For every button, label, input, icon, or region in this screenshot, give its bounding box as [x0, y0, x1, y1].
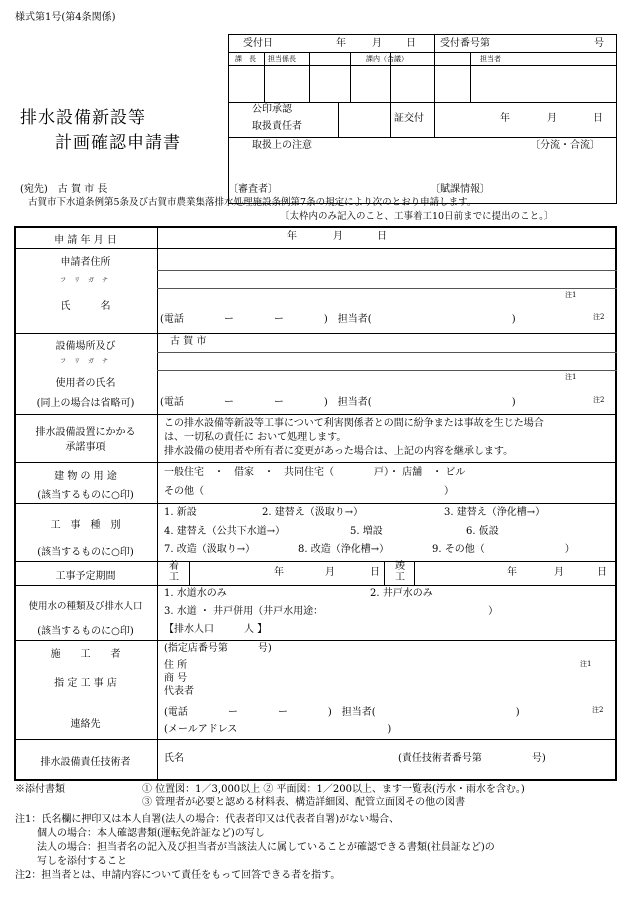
page-title-line1: 排水設備新設等 [20, 108, 146, 128]
received-day: 日 [406, 38, 416, 49]
chief-label: 課 長 [235, 55, 256, 63]
start-label: 着工 [169, 561, 179, 583]
consent-text-line1: この排水設備等新設等工事について利害関係者との間に紛争または事故を生じた場合 [164, 418, 544, 429]
finish-day: 日 [597, 567, 607, 578]
building-use-options[interactable]: 一般住宅 ・ 借家 ・ 共同住宅（ 戸）・ 店舗 ・ ビル [164, 467, 466, 478]
certificate-day: 日 [593, 113, 603, 124]
work-type-option[interactable]: 5. 増設 [350, 526, 383, 537]
notes-label: 取扱上の注意 [252, 140, 312, 151]
application-year: 年 [287, 231, 297, 242]
designated-number: (指定店番号第 号) [164, 643, 272, 654]
instruction-text: 〔太枠内のみ記入のこと、工事着工10日前までに提出のこと。〕 [280, 211, 554, 222]
building-use-label: 建 物 の 用 途 [54, 471, 117, 482]
received-number-suffix: 号 [594, 38, 604, 49]
engineer-number: (責任技術者番号第 号) [398, 753, 546, 764]
page-title-line2: 計画確認申請書 [55, 133, 181, 153]
consent-text-line3: 排水設備の使用者や所有者に変更があった場合は、上記の内容を継承します。 [164, 446, 514, 457]
same-as-above-note: (同上の場合は省略可) [36, 398, 135, 409]
application-month: 月 [333, 231, 343, 242]
contractor-address-label: 住 所 [164, 660, 188, 671]
contractor-note2-mark: 注2 [592, 706, 604, 714]
finish-month: 月 [554, 567, 564, 578]
applicant-name-label: 氏 名 [60, 301, 111, 312]
work-type-option[interactable]: 2. 建替え（汲取り→） [262, 507, 364, 518]
note2: 注2：担当者とは、申請内容について責任をもって回答できる者を指す。 [15, 870, 341, 881]
addressee: (宛先) 古 賀 市 長 [20, 184, 108, 195]
certificate-year: 年 [500, 113, 510, 124]
water-label: 使用水の種類及び排水人口 [28, 601, 143, 612]
person-in-charge-label: 担当者 [480, 55, 501, 63]
work-type-option[interactable]: 1. 新設 [164, 507, 197, 518]
water-option[interactable]: 1. 水道水のみ [164, 588, 227, 599]
examiner-label: 〔審査者〕 [228, 184, 278, 195]
contractor-note1-mark: 注1 [580, 660, 592, 668]
work-type-select-note: (該当するものに○印) [37, 547, 134, 558]
note1-line1: 注1：氏名欄に押印又は本人自署(法人の場合：代表者印又は代表者自署)がない場合、 [15, 814, 400, 825]
application-date-label: 申 請 年 月 日 [54, 235, 117, 246]
contractor-trade-name-label: 商 号 [164, 673, 188, 684]
applicant-phone: (電話 ー ー ) 担当者( ) [160, 314, 516, 325]
start-year: 年 [274, 567, 284, 578]
work-type-option[interactable]: 7. 改造（汲取り→） [164, 544, 256, 555]
received-number-label: 受付番号第 [440, 38, 490, 49]
flow-type: 〔分流・合流〕 [530, 140, 600, 151]
work-type-option[interactable]: 8. 改造（浄化槽→） [298, 544, 390, 555]
user-furigana-label: フ リ ガ ナ [60, 358, 111, 365]
certificate-month: 月 [547, 113, 557, 124]
start-month: 月 [325, 567, 335, 578]
applicant-address-input[interactable] [160, 251, 614, 268]
attachments-line1: ① 位置図：1／3,000以上 ② 平面図：1／200以上、ます一覧表(汚水・雨水を含む。) [142, 784, 525, 795]
received-year: 年 [336, 38, 346, 49]
contact-label: 連絡先 [70, 719, 101, 730]
applicant-address-label: 申請者住所 [60, 257, 111, 268]
work-type-option[interactable]: 4. 建替え（公共下水道→） [164, 526, 286, 537]
building-use-other[interactable]: その他（ ） [164, 486, 454, 497]
approval-line1: 公印承認 [252, 104, 292, 115]
engineer-name-label: 氏名 [164, 753, 184, 764]
applicant-note1-mark: 注1 [565, 291, 577, 299]
applicant-note2-mark: 注2 [593, 313, 605, 321]
in-section-label: 課内（合議） [366, 55, 408, 63]
note1-line3: 法人の場合：担当者名の記入及び担当者が当該法人に属していることが確認できる書類(社員証など)の [37, 842, 495, 853]
finish-year: 年 [507, 567, 517, 578]
attachments-line2: ③ 管理者が必要と認める材料表、構造詳細図、配管立面図その他の図書 [142, 797, 466, 808]
location-city: 古 賀 市 [170, 336, 207, 347]
approval-line2: 取扱責任者 [252, 121, 302, 132]
work-type-label: 工 事 種 別 [50, 520, 121, 531]
work-type-option[interactable]: 6. 仮設 [466, 526, 499, 537]
schedule-label: 工事予定期間 [55, 571, 116, 582]
user-phone: (電話 ー ー ) 担当者( ) [160, 397, 516, 408]
user-note2-mark: 注2 [593, 396, 605, 404]
received-date-label: 受付日 [243, 38, 273, 49]
location-label: 設備場所及び [55, 341, 116, 352]
billing-info-label: 〔賦課情報〕 [430, 184, 490, 195]
assistant-chief-label: 担当係長 [268, 55, 296, 63]
note1-line2: 個人の場合：本人確認書類(運転免許証など)の写し [37, 828, 265, 839]
contractor-representative-label: 代表者 [164, 686, 194, 697]
consent-label-line1: 排水設備設置にかかる [35, 427, 136, 438]
finish-label: 竣工 [395, 561, 405, 583]
contractor-email: (メールアドレス ) [164, 724, 392, 735]
start-day: 日 [370, 567, 380, 578]
building-use-select-note: (該当するものに○印) [37, 490, 134, 501]
form-number: 様式第1号(第4条関係) [15, 12, 116, 23]
received-month: 月 [372, 38, 382, 49]
work-type-option[interactable]: 9. その他（ ） [432, 544, 575, 555]
work-type-option[interactable]: 3. 建替え（浄化槽→） [444, 507, 546, 518]
user-note1-mark: 注1 [565, 373, 577, 381]
population-field[interactable]: 【排水人口 人 】 [164, 624, 268, 635]
engineer-label: 排水設備責任技術者 [40, 757, 131, 768]
contractor-phone: (電話 ー ー ) 担当者( ) [164, 707, 520, 718]
water-option[interactable]: 3. 水道 ・ 井戸併用（井戸水用途： ） [164, 606, 499, 617]
application-day: 日 [377, 231, 387, 242]
consent-text-line2: は、一切私の責任に おいて処理します。 [164, 432, 347, 443]
applicant-furigana-label: フ リ ガ ナ [60, 277, 111, 284]
consent-label-line2: 承諾事項 [65, 442, 106, 453]
contractor-label: 施 工 者 [50, 649, 121, 660]
attachments-label: ※添付書類 [15, 784, 65, 795]
certificate-label: 証交付 [394, 113, 424, 124]
note1-line4: 写しを添付すること [37, 856, 127, 867]
user-name-label: 使用者の氏名 [55, 378, 116, 389]
designated-contractor-label: 指 定 工 事 店 [54, 678, 117, 689]
water-option[interactable]: 2. 井戸水のみ [370, 588, 433, 599]
intro-text: 古賀市下水道条例第5条及び古賀市農業集落排水処理施設条例第7条の規定により次のとおり申請します。 [28, 197, 477, 208]
water-select-note: (該当するものに○印) [37, 626, 134, 637]
